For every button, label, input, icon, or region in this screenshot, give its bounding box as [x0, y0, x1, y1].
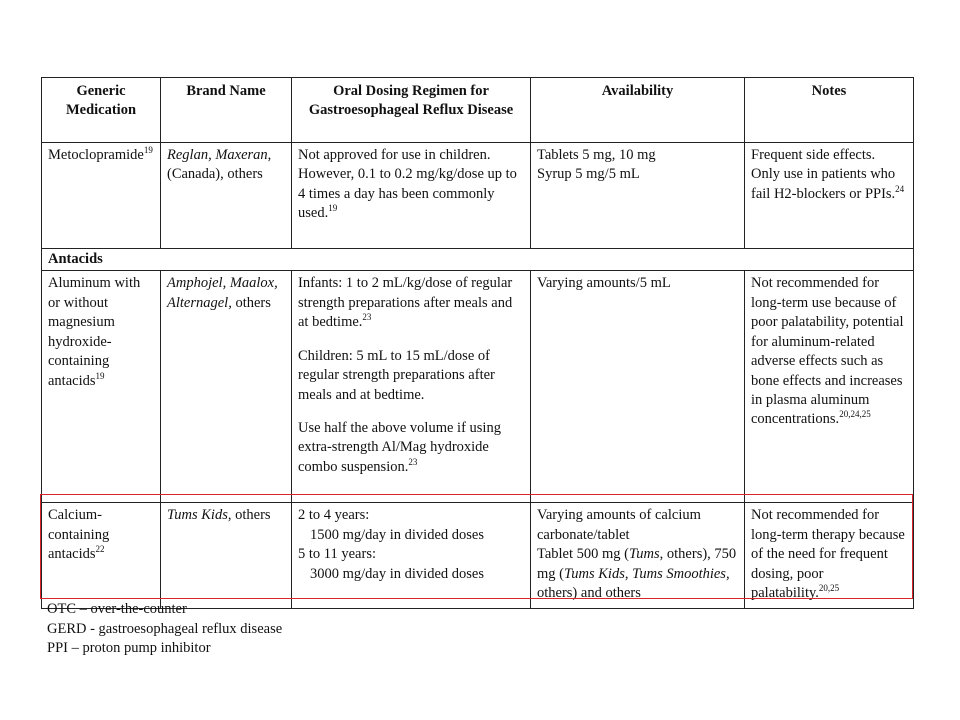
- cell-generic: Metoclopramide$^{19}$: [42, 143, 161, 249]
- cell-dosing: Not approved for use in children. However, 0.1 to 0.2 mg/kg/dose up to 4 times a day has been commonly used.$^{19}$: [292, 143, 531, 249]
- cell-generic: Aluminum with or without magnesium hydroxide-containing antacids$^{19}$: [42, 271, 161, 503]
- cell-availability: Varying amounts of calcium carbonate/tablet Tablet 500 mg (Tums, others), 750 mg (Tums Kids, Tums Smoothies, others) and others: [531, 503, 745, 608]
- cell-brand: Reglan, Maxeran, (Canada), others: [161, 143, 292, 249]
- header-availability: Availability: [531, 78, 745, 143]
- cell-generic: Calcium-containing antacids$^{22}$: [42, 503, 161, 608]
- header-notes: Notes: [745, 78, 914, 143]
- table-section-antacids: [42, 249, 914, 271]
- medication-table: [41, 77, 914, 609]
- header-brand-name: Brand Name: [161, 78, 292, 143]
- cell-availability: Varying amounts/5 mL: [531, 271, 745, 503]
- cell-brand: Tums Kids, others: [161, 503, 292, 608]
- header-oral-dosing: Oral Dosing Regimen for Gastroesophageal Reflux Disease: [292, 78, 531, 143]
- table-row-metoclopramide: [42, 143, 914, 249]
- cell-availability: Tablets 5 mg, 10 mg Syrup 5 mg/5 mL: [531, 143, 745, 249]
- footnote-gerd: GERD - gastroesophageal reflux disease: [47, 620, 283, 637]
- cell-brand: Amphojel, Maalox, Alternagel, others: [161, 271, 292, 503]
- footnote-otc: OTC – over-the-counter: [47, 601, 187, 617]
- cell-notes: Not recommended for long-term therapy because of the need for frequent dosing, poor palatability.$^{20,25}$: [745, 503, 914, 608]
- section-label-antacids: Antacids: [42, 249, 914, 271]
- cell-dosing: Infants: 1 to 2 mL/kg/dose of regular strength preparations after meals and at bedtime.$^{23}$ Children: 5 mL to 15 mL/dose of regular strength preparations after meals and at bedtime. Use half the above volume if using extra-strength Al/Mag hydroxide combo suspension.$^{23}$: [292, 271, 531, 503]
- header-generic-medication: Generic Medication: [42, 78, 161, 143]
- cell-notes: Frequent side effects. Only use in patients who fail H2-blockers or PPIs.$^{24}$: [745, 143, 914, 249]
- footnote-ppi: PPI – proton pump inhibitor: [47, 640, 211, 657]
- table-row-calcium: [42, 503, 914, 608]
- cell-notes: Not recommended for long-term use because of poor palatability, potential for aluminum-related adverse effects such as bone effects and increases in plasma aluminum concentrations.$^{20,24,25}$: [745, 271, 914, 503]
- table-header-row: [42, 78, 914, 143]
- footnotes: [47, 600, 282, 659]
- cell-dosing: 2 to 4 years: 1500 mg/day in divided doses 5 to 11 years: 3000 mg/day in divided doses: [292, 503, 531, 608]
- table-row-aluminum: [42, 271, 914, 503]
